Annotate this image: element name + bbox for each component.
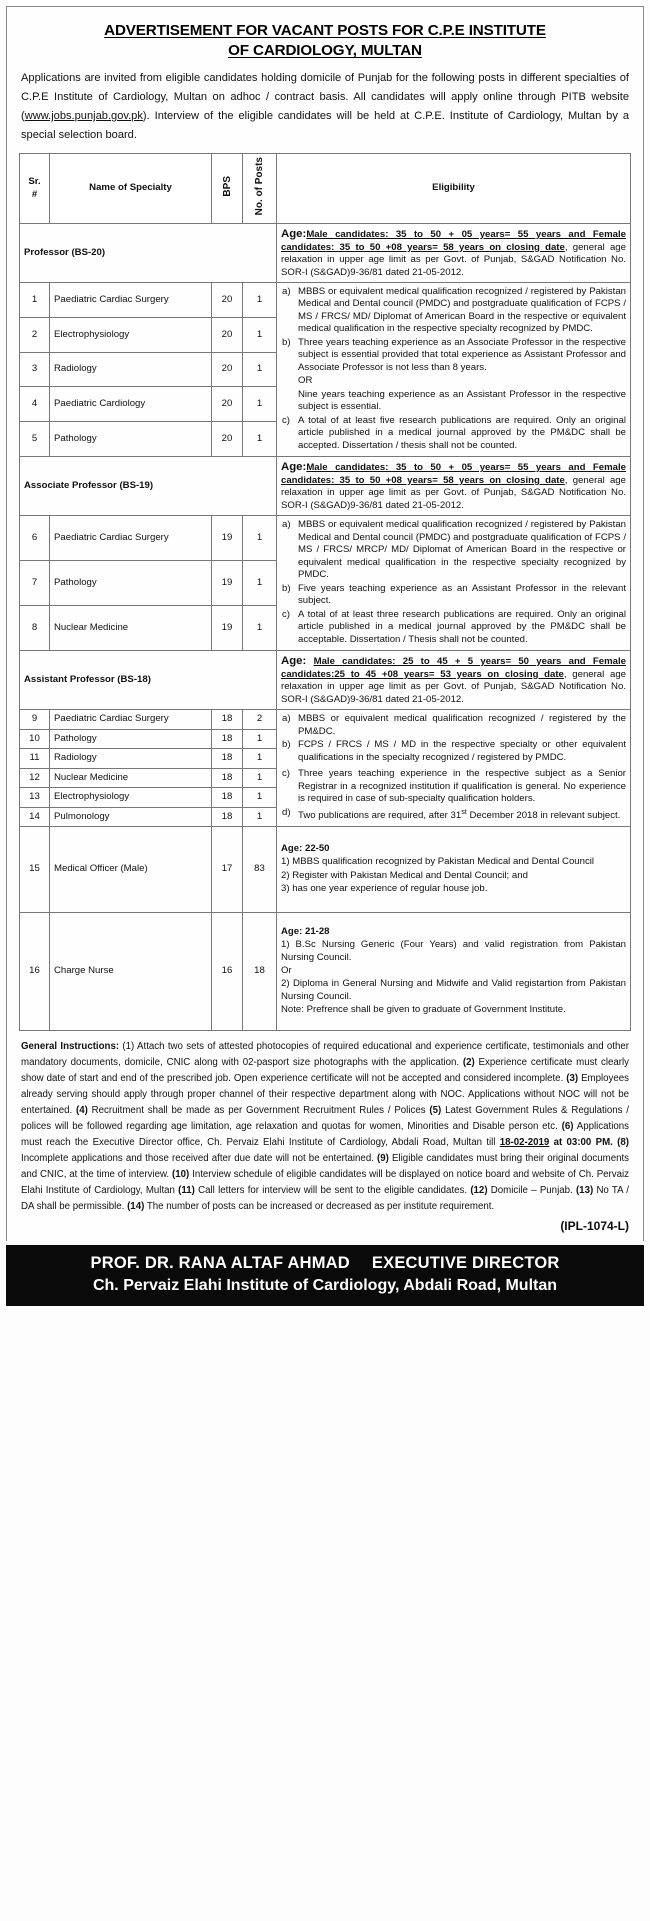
column-header-bps (212, 154, 243, 223)
intro-text-before: Applications are invited from eligible candidates holding domicile of Punjab for the following posts in different specialties of C.P.E Institute of Cardiology, Multan on adhoc / contract basis. All candidates will apply online through PITB website ( (21, 72, 629, 123)
eligibility-or-keyword: OR (298, 375, 313, 387)
eligibility-marker-d: d) (282, 806, 291, 818)
age-range-professor: Male candidates: 35 to 50 + 05 years= 55 years and Female candidates: 35 to 50 +08 years= 58 years on closing date (281, 228, 626, 253)
gi-n6: (6) (561, 1121, 574, 1133)
column-header-sr-line2: # (31, 188, 38, 200)
row-serial: 12 (20, 768, 50, 787)
row-posts: 1 (243, 317, 277, 352)
eligibility-marker-c: c) (282, 768, 290, 780)
gi-p12: Domicile – Punjab. (487, 1185, 576, 1197)
vacancy-table (19, 153, 631, 1031)
column-header-eligibility: Eligibility (277, 154, 631, 223)
row-serial: 10 (20, 729, 50, 748)
gi-n2: (2) (462, 1057, 475, 1069)
table-row (20, 913, 631, 1031)
row-serial: 3 (20, 352, 50, 387)
advertisement-page (0, 6, 650, 1921)
row-specialty: Electrophysiology (50, 317, 212, 352)
gi-n5: (5) (429, 1105, 442, 1117)
row-posts: 18 (243, 913, 277, 1031)
eligibility-text-c: A total of at least three research publications are required. Only an original article published in a medical journal approved by the PM&DC shall be acceptable. Dissertation / Thesis shall not be counted. (298, 608, 626, 645)
eligibility-line-2: 2) Register with Pakistan Medical and Dental Council; and (281, 869, 528, 881)
column-header-sr (20, 154, 50, 223)
eligibility-marker-b: b) (282, 336, 291, 348)
eligibility-item-c (281, 609, 626, 646)
row-bps: 20 (212, 422, 243, 457)
intro-paragraph (21, 69, 629, 145)
gi-p5: Latest Government Rules & Regulations / polices will be followed regarding age limitation, age relaxation and quotas for women, Minorities and Disable person etc. (21, 1105, 630, 1133)
column-header-posts (243, 154, 277, 223)
row-serial: 5 (20, 422, 50, 457)
table-row (20, 283, 631, 318)
eligibility-text-d2: December 2018 in relevant subject. (466, 809, 621, 821)
row-specialty: Electrophysiology (50, 788, 212, 807)
row-bps: 20 (212, 387, 243, 422)
eligibility-associate-professor (277, 516, 631, 651)
eligibility-item-a (281, 286, 626, 336)
age-criteria-associate-professor (277, 457, 631, 516)
row-specialty: Pathology (50, 561, 212, 606)
row-bps: 19 (212, 516, 243, 561)
row-serial: 2 (20, 317, 50, 352)
row-serial: 13 (20, 788, 50, 807)
row-bps: 18 (212, 749, 243, 768)
apply-website-link[interactable]: www.jobs.punjab.gov.pk (24, 110, 143, 123)
age-criteria-assistant-professor (277, 651, 631, 710)
row-posts: 1 (243, 422, 277, 457)
publication-reference-code: (IPL-1074-L) (560, 1219, 629, 1234)
eligibility-text-c: Three years teaching experience in the respective subject as a Senior Registrar in a recognized institution if qualification is general. No experience is required in case of sub-specialty qualification holders. (298, 768, 626, 805)
group-label-professor: Professor (BS-20) (20, 223, 277, 282)
gi-p11: Call letters for interview will be sent to the eligible candidates. (194, 1185, 471, 1197)
eligibility-text-a: MBBS or equivalent medical qualification recognized / registered by Pakistan Medical and Dental council (PMDC) and postgraduate qualification of FCPS / MS / FRCS/ MD/ Diplomat of American Board in the respective or equivalent medical qualification in the respective specialty recognized by PMDC. (298, 286, 626, 335)
row-bps: 16 (212, 913, 243, 1031)
gi-p14: The number of posts can be increased or decreased as per institute requirement. (144, 1201, 495, 1213)
gi-p13: No TA / DA shall be permissible. (21, 1185, 629, 1213)
signatory-name: PROF. DR. RANA ALTAF AHMAD (90, 1254, 350, 1273)
table-header-row (20, 154, 631, 223)
row-specialty: Paediatric Cardiac Surgery (50, 283, 212, 318)
eligibility-text-d1: Two publications are required, after 31 (298, 809, 462, 821)
row-bps: 17 (212, 827, 243, 913)
application-deadline-date: 18-02-2019 (499, 1137, 550, 1149)
row-bps: 18 (212, 788, 243, 807)
row-bps: 19 (212, 561, 243, 606)
row-posts: 1 (243, 807, 277, 827)
row-bps: 20 (212, 283, 243, 318)
eligibility-or-body: Nine years teaching experience as an Assistant Professor in the respective subject is essential. (298, 388, 626, 413)
eligibility-text-a: MBBS or equivalent medical qualification recognized / registered by Pakistan Medical and Dental council (PMDC) and postgraduate qualification of FCPS / MS / FRCS/ MRCP/ MD/ Diplomat of American Board in the respective or equivalent medical qualification in the respective specialty recognized by PMDC. (298, 519, 626, 581)
row-posts: 1 (243, 516, 277, 561)
age-criteria-professor (277, 223, 631, 282)
row-posts: 1 (243, 606, 277, 651)
eligibility-text-b: FCPS / FRCS / MS / MD in the respective specialty or other equivalent qualifications in the specialty recognized / registered by PMDC. (298, 739, 626, 763)
gi-n12: (12) (470, 1185, 488, 1197)
row-serial: 9 (20, 710, 50, 729)
column-header-posts-text: No. of Posts (254, 157, 265, 216)
gi-n13: (13) (575, 1185, 594, 1197)
page-title-line1: ADVERTISEMENT FOR VACANT POSTS FOR C.P.E INSTITUTE (104, 22, 546, 39)
table-row (20, 710, 631, 729)
intro-text-after: ). Interview of the eligible candidates will be held at C.P.E. Institute of Cardiology, Multan by a special selection board. (21, 110, 629, 142)
gi-p3: Employees already serving should apply through proper channel of their respective department along with NOC. Applications without NOC will not be entertained. (21, 1073, 629, 1117)
table-row (20, 827, 631, 913)
gi-n14: (14) (127, 1201, 145, 1213)
signatory-designation: EXECUTIVE DIRECTOR (371, 1254, 560, 1273)
footer-line-1 (12, 1253, 638, 1274)
row-specialty: Medical Officer (Male) (50, 827, 212, 913)
group-header-row-associate-professor (20, 457, 631, 516)
row-specialty: Charge Nurse (50, 913, 212, 1031)
gi-n4: (4) (76, 1105, 88, 1117)
row-posts: 1 (243, 749, 277, 768)
gi-p6: Applications must reach the Executive Director office, Ch. Pervaiz Elahi Institute of Cardiology, Abdali Road, Multan till (21, 1121, 629, 1149)
general-instructions-heading: General Instructions: (21, 1041, 120, 1053)
eligibility-text-d-superscript: st (461, 806, 467, 816)
row-posts: 1 (243, 387, 277, 422)
eligibility-item-a (281, 519, 626, 581)
age-range-associate-professor: Male candidates: 35 to 50 + 05 years= 55 years and Female candidates: 35 to 50 +08 years= 58 years on closing date (281, 462, 626, 486)
eligibility-item-b (281, 583, 626, 608)
column-header-bps-text: BPS (221, 176, 233, 197)
eligibility-text-c: A total of at least five research publications are required. Only an original article published in a medical journal approved by the PM&DC shall be accepted. Dissertation / thesis shall not be counted. (298, 414, 626, 451)
row-bps: 18 (212, 807, 243, 827)
eligibility-text-b: Three years teaching experience as an Associate Professor in the respective subject is essential provided that total experience as Assistant Professor and Associate Professor is not less than 8 years. (298, 336, 626, 373)
eligibility-item-c (281, 768, 626, 805)
gi-p8: Incomplete applications and those received after due date will not be entertained. (21, 1153, 378, 1165)
row-serial: 8 (20, 606, 50, 651)
eligibility-note: Note: Prefrence shall be given to graduate of Government Institute. (281, 1004, 566, 1016)
row-specialty: Pathology (50, 729, 212, 748)
row-specialty: Paediatric Cardiac Surgery (50, 710, 212, 729)
page-title (19, 21, 631, 61)
eligibility-line-or: Or (281, 964, 292, 976)
row-specialty: Paediatric Cardiac Surgery (50, 516, 212, 561)
age-label-associate-professor: Age: (281, 461, 307, 474)
row-serial: 4 (20, 387, 50, 422)
age-label-charge-nurse: Age: 21-28 (281, 925, 330, 937)
row-serial: 11 (20, 749, 50, 768)
eligibility-item-c (281, 415, 626, 452)
gi-n10: (10) (172, 1169, 190, 1181)
eligibility-item-b (281, 739, 626, 764)
row-bps: 20 (212, 317, 243, 352)
eligibility-marker-c: c) (282, 414, 290, 426)
eligibility-item-a (281, 713, 626, 738)
eligibility-professor (277, 283, 631, 457)
row-posts: 1 (243, 283, 277, 318)
eligibility-item-d (281, 807, 626, 823)
eligibility-charge-nurse (277, 913, 631, 1031)
group-header-row-assistant-professor (20, 651, 631, 710)
row-specialty: Radiology (50, 749, 212, 768)
group-header-row-professor (20, 223, 631, 282)
eligibility-text-b: Five years teaching experience as an Assistant Professor in the relevant subject. (298, 582, 626, 607)
eligibility-marker-b: b) (282, 582, 291, 594)
gi-n3: (3) (566, 1073, 579, 1085)
row-serial: 16 (20, 913, 50, 1031)
eligibility-text-a: MBBS or equivalent medical qualification recognized / registered by the PM&DC. (298, 713, 626, 737)
row-bps: 18 (212, 768, 243, 787)
row-specialty: Pathology (50, 422, 212, 457)
row-specialty: Radiology (50, 352, 212, 387)
row-posts: 1 (243, 352, 277, 387)
row-specialty: Nuclear Medicine (50, 768, 212, 787)
gi-p10: Interview schedule of eligible candidates will be displayed on notice board and website of Ch. Pervaiz Elahi Institute of Cardiology, Multan (21, 1169, 630, 1197)
row-bps: 18 (212, 729, 243, 748)
eligibility-marker-c: c) (282, 608, 290, 620)
gi-p6b: at 03:00 PM. (549, 1137, 618, 1149)
footer-banner (6, 1245, 644, 1306)
eligibility-line-3: 3) has one year experience of regular house job. (281, 883, 488, 895)
row-serial: 15 (20, 827, 50, 913)
row-specialty: Nuclear Medicine (50, 606, 212, 651)
eligibility-assistant-professor (277, 710, 631, 827)
row-serial: 14 (20, 807, 50, 827)
row-serial: 6 (20, 516, 50, 561)
age-relaxation-associate-professor: , general age relaxation in upper age limit as per Govt. of Punjab, S&GAD Notification No. SOR-I (S&GAD)9-36/81 dated 21-05-2012. (281, 474, 626, 511)
row-bps: 18 (212, 710, 243, 729)
row-serial: 7 (20, 561, 50, 606)
advertisement-frame (6, 6, 644, 1241)
row-specialty: Paediatric Cardiology (50, 387, 212, 422)
age-relaxation-professor: , general age relaxation in upper age limit as per Govt. of Punjab, S&GAD Notification No. SOR-I (S&GAD)9-36/81 dated 21-05-2012. (281, 241, 626, 278)
row-specialty: Pulmonology (50, 807, 212, 827)
eligibility-medical-officer (277, 827, 631, 913)
row-posts: 2 (243, 710, 277, 729)
gi-p9: Eligible candidates must bring their original documents and CNIC, at the time of interview. (21, 1153, 630, 1181)
row-posts: 1 (243, 729, 277, 748)
eligibility-marker-b: b) (282, 739, 291, 751)
page-title-line2: OF CARDIOLOGY, MULTAN (228, 42, 422, 60)
age-label-medical-officer: Age: 22-50 (281, 842, 330, 854)
eligibility-line-1: 1) B.Sc Nursing Generic (Four Years) and valid registration from Pakistan Nursing Council. (281, 939, 626, 963)
group-label-associate-professor: Associate Professor (BS-19) (20, 457, 277, 516)
column-header-sr-line1: Sr. (28, 176, 41, 188)
group-label-assistant-professor: Assistant Professor (BS-18) (20, 651, 277, 710)
row-posts: 83 (243, 827, 277, 913)
age-label-professor: Age: (281, 227, 307, 240)
eligibility-marker-a: a) (282, 286, 291, 298)
eligibility-item-b (281, 337, 626, 374)
gi-n9: (9) (377, 1153, 389, 1165)
gi-p4: Recruitment shall be made as per Government Recruitment Rules / Polices (87, 1105, 430, 1117)
table-row (20, 516, 631, 561)
eligibility-line-2: 2) Diploma in General Nursing and Midwife and Valid registartion from Pakistan Nursing Council. (281, 978, 626, 1002)
row-posts: 1 (243, 788, 277, 807)
gi-p2: Experience certificate must clearly show date of start and end of the prescribed job. Open experience certificate will not be accepted and considered incomplete. (21, 1057, 629, 1085)
eligibility-marker-a: a) (282, 519, 291, 531)
row-posts: 1 (243, 768, 277, 787)
row-posts: 1 (243, 561, 277, 606)
age-label-assistant-professor: Age: (281, 655, 307, 668)
row-bps: 19 (212, 606, 243, 651)
gi-n11: (11) (178, 1185, 195, 1197)
footer-institute-address: Ch. Pervaiz Elahi Institute of Cardiology, Abdali Road, Multan (92, 1276, 558, 1294)
row-serial: 1 (20, 283, 50, 318)
eligibility-marker-a: a) (282, 713, 291, 725)
general-instructions (21, 1039, 629, 1215)
gi-p1: (1) Attach two sets of attested photocopies of required educational and experience certificate, testimonials and other mandatory documents, domicile, CNIC along with 02-pasport size photographs with the application. (21, 1041, 629, 1069)
column-header-specialty: Name of Specialty (50, 154, 212, 223)
age-relaxation-assistant-professor: , general age relaxation in upper age limit as per Govt. of Punjab, S&GAD Notification No. SOR-I (S&GAD)9-36/81 dated 21-05-2012. (281, 668, 626, 705)
eligibility-line-1: 1) MBBS qualification recognized by Pakistan Medical and Dental Council (281, 856, 595, 868)
gi-n8: (8) (617, 1137, 629, 1149)
age-range-assistant-professor: Male candidates: 25 to 45 + 5 years= 50 years and Female candidates:25 to 45 +08 years= 53 years on closing date (281, 656, 626, 680)
row-bps: 20 (212, 352, 243, 387)
